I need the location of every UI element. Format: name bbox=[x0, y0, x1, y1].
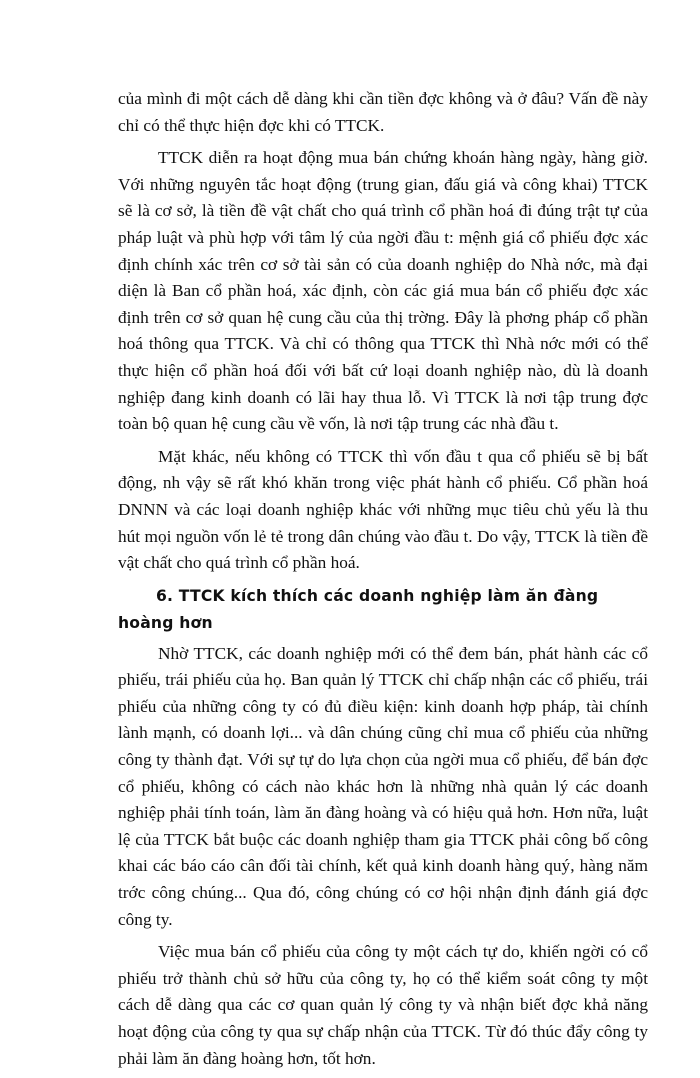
paragraph-free-trading: Việc mua bán cổ phiếu của công ty một cách tự do, khiến ngời có cổ phiếu trở thành chủ sở hữu của công ty, họ có thể kiểm soát công ty một cách dễ dàng qua các cơ quan quản lý công ty và nhận biết đợc khả năng hoạt động của công ty qua sự chấp nhận của TTCK. Từ đó thúc đẩy công ty phải làm ăn đàng hoàng hơn, tốt hơn. bbox=[118, 942, 648, 1068]
paragraph-ttck-enables: Nhờ TTCK, các doanh nghiệp mới có thể đem bán, phát hành các cổ phiếu, trái phiếu của họ. Ban quản lý TTCK chỉ chấp nhận các cổ phiếu, trái phiếu của những công ty có đủ điều kiện: kinh doanh hợp pháp, tài chính lành mạnh, có doanh lợi... và dân chúng cũng chỉ mua cổ phiếu của những công ty thành đạt. Với sự tự do lựa chọn của ngời mua cổ phiếu, để bán đợc cổ phiếu, không có cách nào khác hơn là những nhà quản lý các doanh nghiệp phải tính toán, làm ăn đàng hoàng và có hiệu quả hơn. Hơn nữa, luật lệ của TTCK bắt buộc các doanh nghiệp tham gia TTCK phải công bố công khai các báo cáo cân đối tài chính, kết quả kinh doanh hàng quý, hàng năm trớc công chúng... Qua đó, công chúng có cơ hội nhận định đánh giá đợc công ty. bbox=[118, 643, 648, 929]
paragraph-continuation: của mình đi một cách dễ dàng khi cần tiền đợc không và ở đâu? Vấn đề này chỉ có thể thực hiện đợc khi có TTCK. bbox=[118, 89, 648, 135]
paragraph-ttck-activities: TTCK diễn ra hoạt động mua bán chứng khoán hàng ngày, hàng giờ. Với những nguyên tắc hoạt động (trung gian, đấu giá và công khai) TTCK sẽ là cơ sở, là tiền đề vật chất cho quá trình cổ phần hoá đi đúng trật tự của pháp luật và phù hợp với tâm lý của ngời đầu t: mệnh giá cổ phiếu đợc xác định chính xác trên cơ sở tài sản có của doanh nghiệp do Nhà nớc, mà đại diện là Ban cổ phần hoá, xác định, còn các giá mua bán cổ phiếu đợc xác định trên cơ sở quan hệ cung cầu của thị trờng. Đây là phơng pháp cổ phần hoá thông qua TTCK. Và chỉ có thông qua TTCK thì Nhà nớc mới có thể thực hiện cổ phần hoá đối với bất cứ loại doanh nghiệp nào, dù là doanh nghiệp đang kinh doanh có lãi hay thua lỗ. Vì TTCK là nơi tập trung đợc toàn bộ quan hệ cung cầu về vốn, là nơi tập trung các nhà đầu t. bbox=[118, 148, 648, 434]
paragraph-without-ttck: Mặt khác, nếu không có TTCK thì vốn đầu t qua cổ phiếu sẽ bị bất động, nh vậy sẽ rất khó khăn trong việc phát hành cổ phiếu. Cổ phần hoá DNNN và các loại doanh nghiệp khác với những mục tiêu chủ yếu là thu hút mọi nguồn vốn lẻ tẻ trong dân chúng vào đầu t. Do vậy, TTCK là tiền đề vật chất cho quá trình cổ phần hoá. bbox=[118, 446, 648, 573]
document-page bbox=[118, 86, 648, 1078]
section-heading: 6. TTCK kích thích các doanh nghiệp làm ăn đàng hoàng hơn bbox=[118, 586, 599, 632]
